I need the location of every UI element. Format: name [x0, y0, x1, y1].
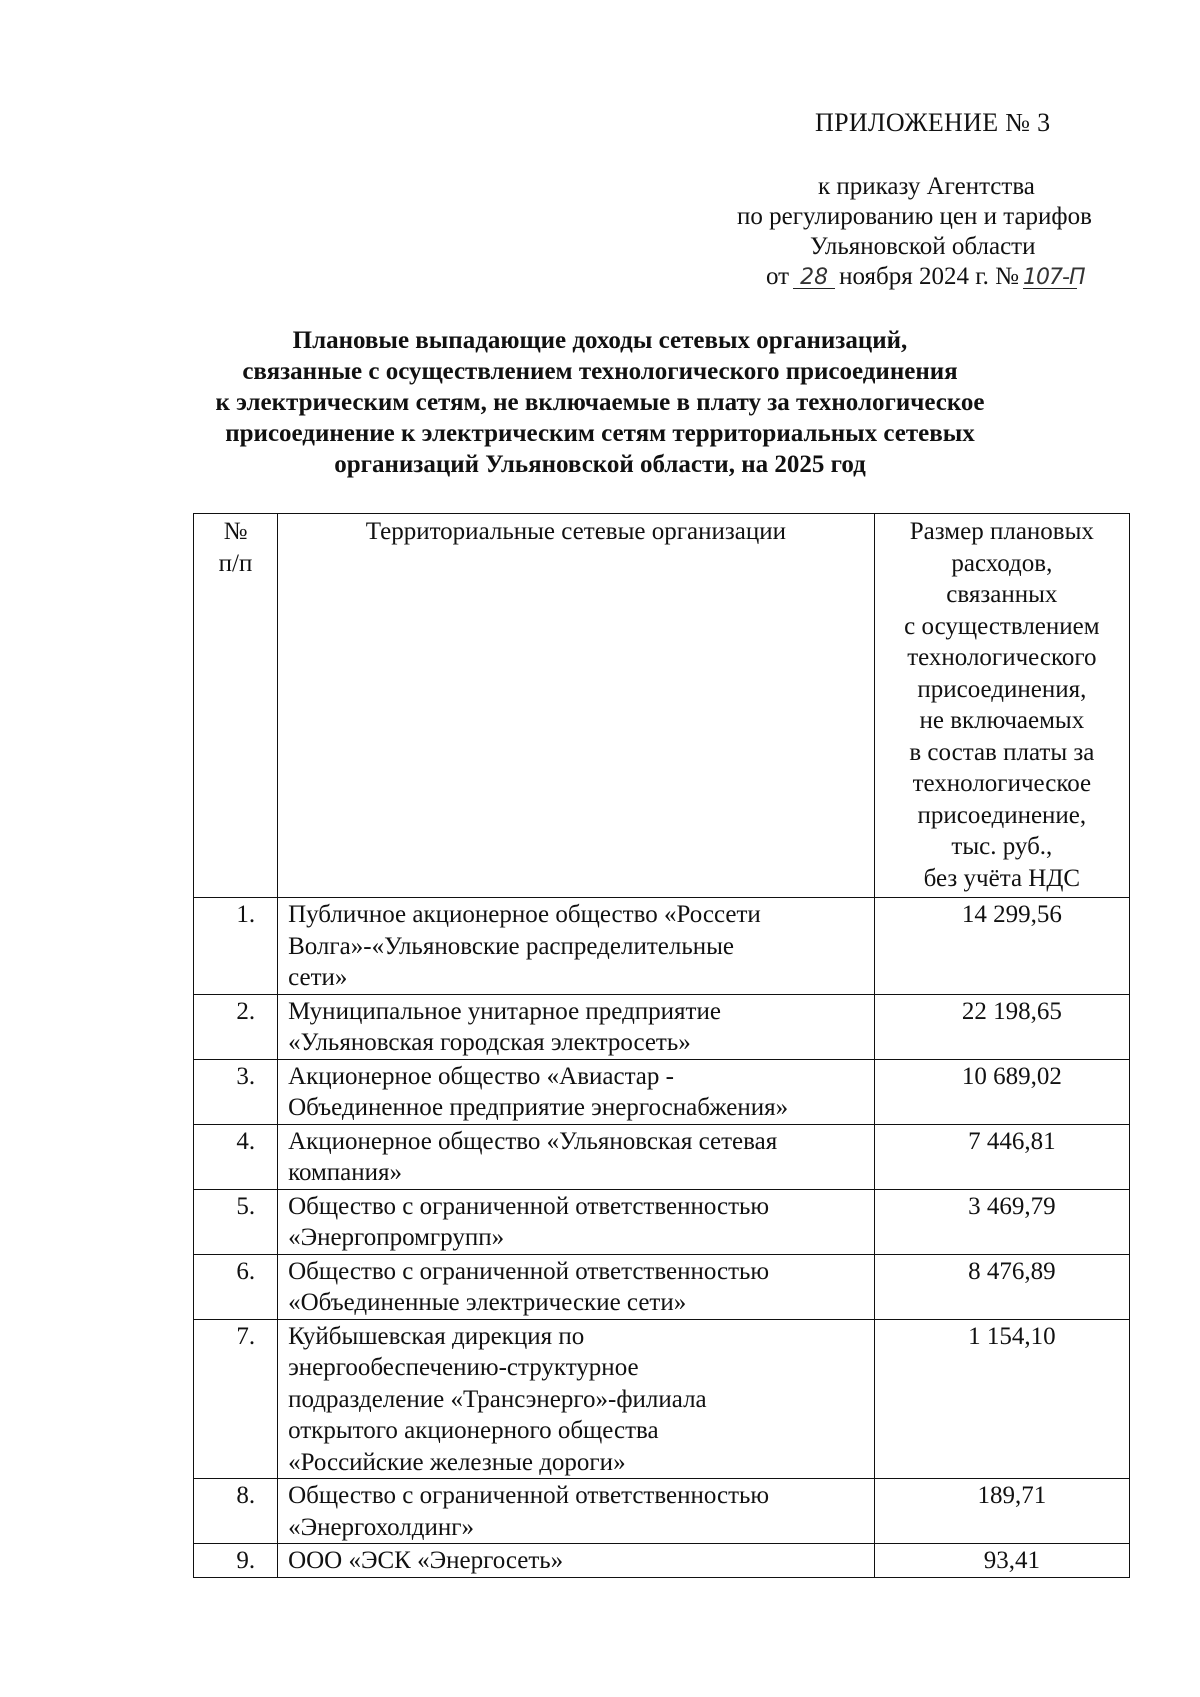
org-line: подразделение «Трансэнерго»-филиала — [288, 1385, 707, 1413]
organization-name — [278, 898, 875, 995]
org-line: «Российские железные дороги» — [288, 1448, 626, 1476]
organization-name — [278, 1254, 875, 1319]
expense-value — [874, 994, 1129, 1059]
org-line: Объединенное предприятие энергоснабжения» — [288, 1094, 789, 1121]
title-line: организаций Ульяновской области, на 2025 год — [334, 451, 866, 478]
organization-name — [278, 1319, 875, 1479]
table-row — [194, 898, 1130, 995]
tso-table — [193, 513, 1130, 1578]
header-value-line: присоединение, — [917, 801, 1087, 829]
header-value-line: без учёта НДС — [923, 864, 1081, 892]
organization-name — [278, 1544, 875, 1578]
row-number: 9. — [194, 1544, 278, 1578]
header-value-line: технологическое — [912, 770, 1092, 797]
organization-name — [278, 994, 875, 1059]
organization-name — [278, 1124, 875, 1189]
expense-value-text: 93,41 — [983, 1547, 1040, 1574]
order-line-2: по регулированию цен и тарифов — [737, 203, 1092, 230]
expense-value — [874, 1059, 1129, 1124]
expense-value — [874, 1124, 1129, 1189]
expense-value — [874, 898, 1129, 995]
header-value-line: технологического — [907, 644, 1097, 671]
header-value-line: тыс. руб., — [951, 833, 1053, 860]
org-line: энергообеспечению-структурное — [288, 1354, 639, 1381]
order-date-middle: ноября 2024 г. № — [839, 263, 1020, 290]
org-line: Общество с ограниченной ответственностью — [288, 1482, 770, 1509]
expense-value — [874, 1544, 1129, 1578]
table-row — [194, 994, 1130, 1059]
header-value-line: связанных — [946, 581, 1058, 608]
order-line-1: к приказу Агентства — [818, 173, 1035, 200]
org-line: Муниципальное унитарное предприятие — [288, 997, 721, 1025]
row-number: 6. — [194, 1254, 278, 1319]
table-row — [194, 1189, 1130, 1254]
order-date-prefix: от — [766, 263, 790, 290]
order-line-3: Ульяновской области — [810, 233, 1036, 260]
org-line: Акционерное общество «Авиастар - — [288, 1062, 674, 1090]
header-number-symbol: № — [223, 518, 248, 545]
row-number: 1. — [194, 898, 278, 995]
expense-value-text: 1 154,10 — [968, 1322, 1056, 1350]
header-value-line: с осуществлением — [904, 612, 1100, 640]
title-line: к электрическим сетям, не включаемые в плату за технологическое — [215, 389, 985, 416]
org-line: «Ульяновская городская электросеть» — [288, 1029, 691, 1056]
org-line: «Энергохолдинг» — [288, 1513, 474, 1541]
row-number: 2. — [194, 994, 278, 1059]
expense-value-text: 189,71 — [977, 1482, 1047, 1509]
row-number: 3. — [194, 1059, 278, 1124]
row-number: 7. — [194, 1319, 278, 1479]
organization-name — [278, 1479, 875, 1544]
expense-value-text: 10 689,02 — [961, 1062, 1062, 1090]
order-reference — [700, 172, 1180, 292]
organization-name — [278, 1189, 875, 1254]
org-line: «Энергопромгрупп» — [288, 1224, 505, 1251]
org-line: ООО «ЭСК «Энергосеть» — [288, 1547, 564, 1574]
table-header-row — [194, 514, 1130, 898]
table-row — [194, 1254, 1130, 1319]
org-line: открытого акционерного общества — [288, 1417, 659, 1444]
row-number: 4. — [194, 1124, 278, 1189]
expense-value — [874, 1319, 1129, 1479]
table-row — [194, 1124, 1130, 1189]
org-line: Куйбышевская дирекция по — [288, 1322, 585, 1350]
org-line: Общество с ограниченной ответственностью — [288, 1192, 770, 1220]
header-organizations: Территориальные сетевые организации — [278, 514, 875, 898]
header-value-line: присоединения, — [917, 675, 1087, 703]
org-line: Публичное акционерное общество «Россети — [288, 901, 761, 928]
document-title — [190, 325, 1010, 480]
expense-value — [874, 1254, 1129, 1319]
header-value-line: не включаемых — [919, 707, 1085, 734]
expense-value-text: 22 198,65 — [961, 997, 1062, 1025]
expense-value-text: 8 476,89 — [968, 1257, 1056, 1285]
table-row — [194, 1059, 1130, 1124]
organization-name — [278, 1059, 875, 1124]
header-value-line: в состав платы за — [909, 738, 1095, 766]
row-number: 5. — [194, 1189, 278, 1254]
header-number-abbr: п/п — [218, 549, 253, 577]
header-number — [194, 514, 278, 898]
title-line: связанные с осуществлением технологического присоединения — [242, 358, 958, 385]
row-number: 8. — [194, 1479, 278, 1544]
header-value-line: расходов, — [951, 549, 1053, 577]
order-date-line — [700, 262, 1180, 292]
table-row — [194, 1479, 1130, 1544]
org-line: Волга»-«Ульяновские распределительные — [288, 932, 735, 960]
org-line: «Объединенные электрические сети» — [288, 1289, 687, 1316]
org-line: компания» — [288, 1159, 403, 1186]
appendix-title: ПРИЛОЖЕНИЕ № 3 — [815, 108, 1051, 137]
expense-value — [874, 1189, 1129, 1254]
expense-value — [874, 1479, 1129, 1544]
expense-value-text: 3 469,79 — [968, 1192, 1056, 1220]
expense-value-text: 14 299,56 — [961, 901, 1062, 928]
handwritten-day: 28 — [793, 268, 835, 289]
table-row — [194, 1319, 1130, 1479]
header-planned-expenses — [874, 514, 1129, 898]
org-line: Акционерное общество «Ульяновская сетевая — [288, 1127, 778, 1155]
handwritten-order-number: 107-П — [1023, 265, 1085, 290]
org-line: сети» — [288, 964, 348, 991]
title-line: присоединение к электрическим сетям территориальных сетевых — [225, 420, 975, 447]
org-line: Общество с ограниченной ответственностью — [288, 1257, 770, 1285]
table-row — [194, 1544, 1130, 1578]
title-line: Плановые выпадающие доходы сетевых организаций, — [292, 327, 908, 354]
header-value-line: Размер плановых — [909, 518, 1094, 545]
expense-value-text: 7 446,81 — [968, 1127, 1056, 1155]
